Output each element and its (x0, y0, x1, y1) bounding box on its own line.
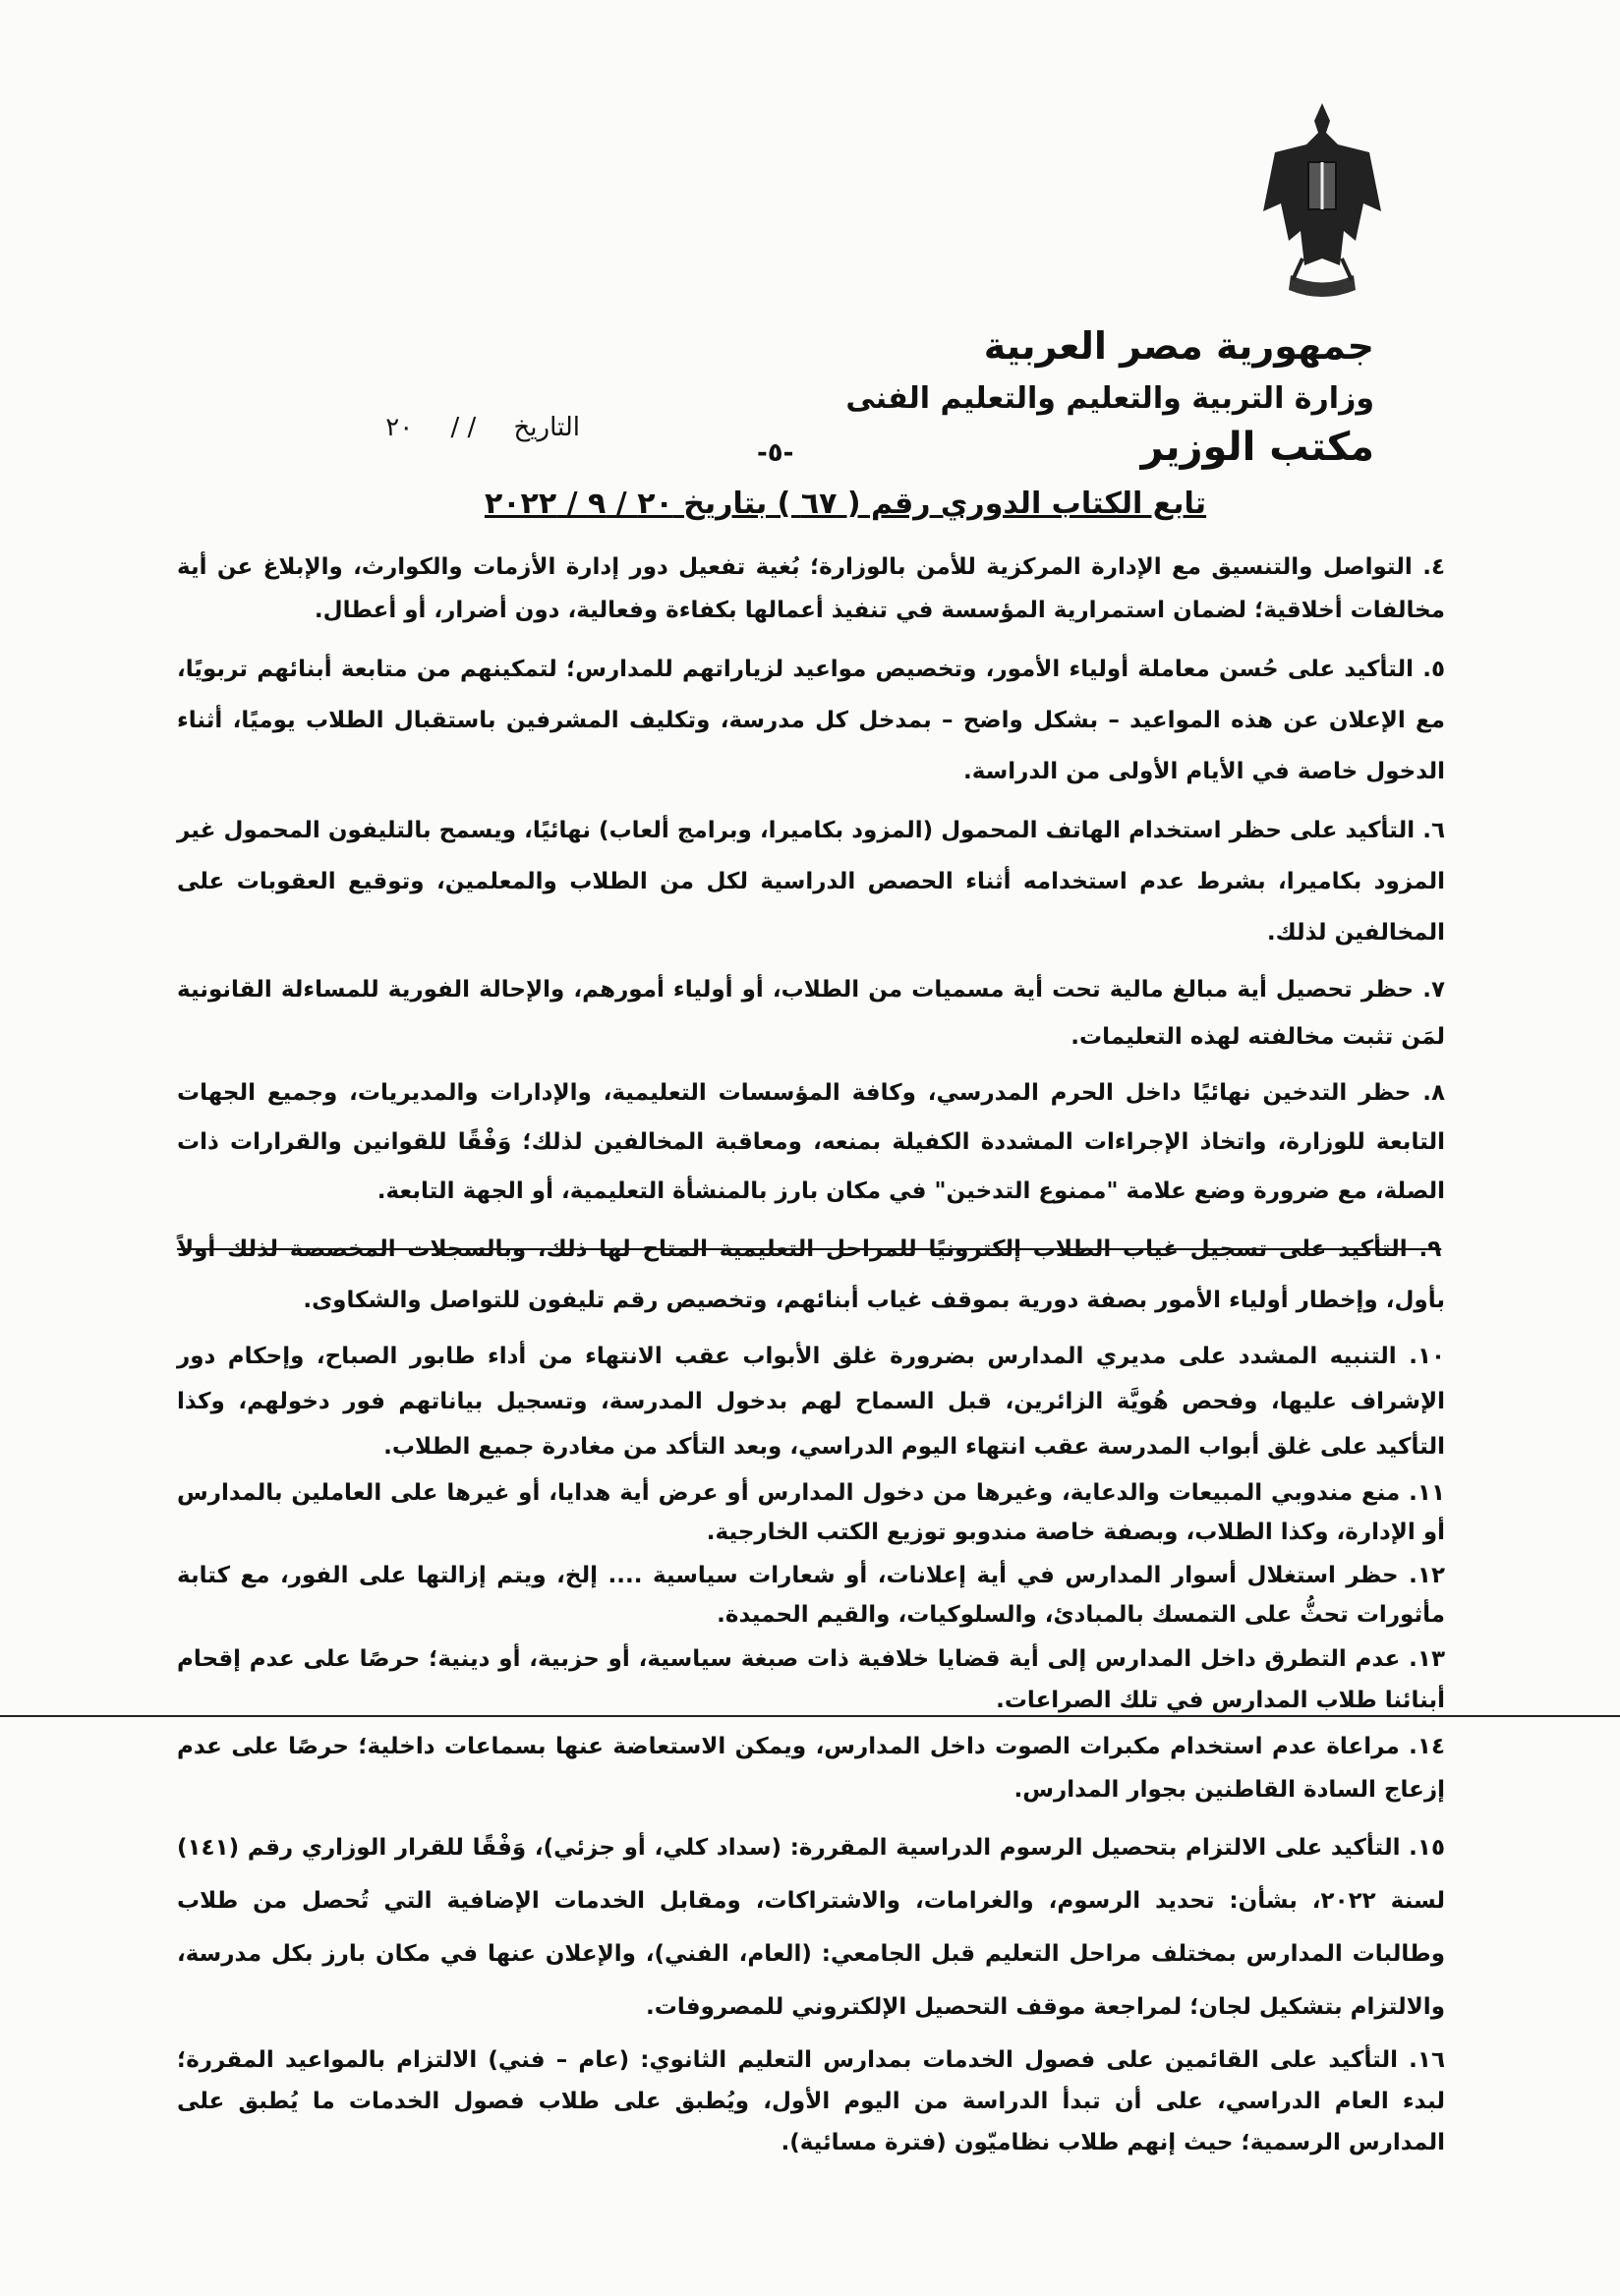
header-office: مكتب الوزير (1140, 425, 1374, 470)
list-item (177, 644, 1445, 797)
item-text: منع مندوبي المبيعات والدعاية، وغيرها من دخول المدارس أو عرض أية هدايا، أو غيرها على العاملين بالمدارس أو الإدارة، وكذا الطلاب، وبصفة خاصة مندوبو توزيع الكتب الخارجية. (177, 1480, 1445, 1545)
item-text: بأول، وإخطار أولياء الأمور بصفة دورية بموقف غياب أبنائهم، وتخصيص رقم تليفون للتواصل والشكاوى. (303, 1288, 1445, 1313)
item-number: ٥. (1422, 657, 1445, 682)
item-number: ٤. (1422, 554, 1446, 580)
eagle-emblem-icon (1253, 93, 1391, 319)
item-text: التأكيد على حُسن معاملة أولياء الأمور، وتخصيص مواعيد لزياراتهم للمدارس؛ لتمكينهم من متابعة أبنائهم تربويًا، مع الإعلان عن هذه المواعيد – بشكل واضح – بمدخل كل مدرسة، وتكليف المشرفين باستقبال الطلاب يوميًا، أثناء الدخول خاصة في الأيام الأولى من الدراسة. (177, 657, 1445, 784)
date-year: ٢٠ (385, 413, 414, 442)
item-number: ١٠. (1409, 1344, 1446, 1369)
horizontal-rule (0, 1715, 1620, 1717)
item-number: ١٢. (1409, 1563, 1445, 1588)
item-number: ١٤. (1409, 1734, 1445, 1759)
items-list (177, 545, 1445, 2163)
item-text: التأكيد على الالتزام بتحصيل الرسوم الدراسية المقررة: (سداد كلي، أو جزئي)، وَفْقًا للقرار الوزاري رقم (١٤١) لسنة ٢٠٢٢، بشأن: تحديد الرسوم، والغرامات، والاشتراكات، ومقابل الخدمات الإضافية التي تُحصل من طلاب وطالبات المدارس بمختلف مراحل التعليم قبل الجامعي: (العام، الفني)، والإعلان عنها في مكان بارز بكل مدرسة، والالتزام بتشكيل لجان؛ لمراجعة موقف التحصيل الإلكتروني للمصروفات. (177, 1835, 1446, 2020)
item-text: التنبيه المشدد على مديري المدارس بضرورة غلق الأبواب عقب الانتهاء من أداء طابور الصباح، وإحكام دور الإشراف عليها، وفحص هُويَّة الزائرين، قبل السماح لهم بدخول المدرسة، وتسجيل بياناتهم فور دخولهم، وكذا التأكيد على غلق أبواب المدرسة عقب انتهاء اليوم الدراسي، وبعد التأكد من مغادرة جميع الطلاب. (177, 1344, 1445, 1460)
item-text: التأكيد على القائمين على فصول الخدمات بمدارس التعليم الثانوي: (عام – فني) الالتزام بالمواعيد المقررة؛ لبدء العام الدراسي، على أن تبدأ الدراسة من اليوم الأول، ويُطبق على طلاب فصول الخدمات ما يُطبق على المدارس الرسمية؛ حيث إنهم طلاب نظاميّون (فترة مسائية). (177, 2047, 1445, 2155)
list-item (177, 1821, 1445, 2034)
header-republic: جمهورية مصر العربية (983, 324, 1374, 368)
date-label: التاريخ (513, 413, 580, 442)
list-item (177, 805, 1445, 958)
item-text: حظر استغلال أسوار المدارس في أية إعلانات، أو شعارات سياسية .... إلخ، ويتم إزالتها على الفور، مع كتابة مأثورات تحثُّ على التمسك بالمبادئ، والسلوكيات، والقيم الحميدة. (177, 1563, 1445, 1628)
document-reference: تابع الكتاب الدوري رقم ( ٦٧ ) بتاريخ ٢٠ / ٩ / ٢٠٢٢ (484, 487, 1207, 521)
list-item (177, 1556, 1445, 1635)
item-text: حظر التدخين نهائيًا داخل الحرم المدرسي، وكافة المؤسسات التعليمية، والإدارات والمديريات، وجميع الجهات التابعة للوزارة، واتخاذ الإجراءات المشددة الكفيلة بمنعه، ومعاقبة المخالفين لذلك؛ وَفْقًا للقوانين والقرارات ذات الصلة، مع ضرورة وضع علامة "ممنوع التدخين" في مكان بارز بالمنشأة التعليمية، أو الجهة التابعة. (177, 1080, 1445, 1204)
item-number: ٩. (1418, 1236, 1442, 1262)
list-item (177, 2039, 1445, 2163)
item-number: ١١. (1409, 1480, 1445, 1506)
item-text: التأكيد على حظر استخدام الهاتف المحمول (المزود بكاميرا، وبرامج ألعاب) نهائيًا، ويسمح بالتليفون المحمول غير المزود بكاميرا، بشرط عدم استخدامه أثناء الحصص الدراسية لكل من الطلاب والمعلمين، وتوقيع العقوبات على المخالفين لذلك. (177, 818, 1445, 946)
list-item (177, 545, 1445, 632)
list-item (177, 1068, 1445, 1216)
date-line (206, 413, 580, 442)
item-struck-text: التأكيد على تسجيل غياب الطلاب إلكترونيًا للمراحل التعليمية المتاح لها ذلك، وبالسجلات المخصصة لذلك أولاً (177, 1236, 1408, 1262)
item-number: ١٦. (1409, 2047, 1445, 2073)
item-number: ١٥. (1409, 1835, 1445, 1861)
item-text: مراعاة عدم استخدام مكبرات الصوت داخل المدارس، ويمكن الاستعاضة عنها بسماعات داخلية؛ حرصًا على عدم إزعاج السادة القاطنين بجوار المدارس. (177, 1734, 1445, 1803)
item-text: حظر تحصيل أية مبالغ مالية تحت أية مسميات من الطلاب، أو أولياء أمورهم، والإحالة الفورية للمساءلة القانونية لمَن تثبت مخالفته لهذه التعليمات. (177, 977, 1445, 1050)
header-ministry: وزارة التربية والتعليم والتعليم الفنى (845, 381, 1374, 416)
list-item (177, 1473, 1445, 1552)
list-item (177, 966, 1445, 1061)
item-number: ٦. (1422, 818, 1445, 843)
list-item (177, 1638, 1445, 1721)
list-item (177, 1334, 1445, 1469)
list-item (177, 1224, 1445, 1326)
item-text: التواصل والتنسيق مع الإدارة المركزية للأمن بالوزارة؛ بُغية تفعيل دور إدارة الأزمات والكوارث، والإبلاغ عن أية مخالفات أخلاقية؛ لضمان استمرارية المؤسسة في تنفيذ أعمالها بكفاءة وفعالية، دون أضرار، أو أعطال. (177, 554, 1445, 623)
item-number: ٧. (1422, 977, 1445, 1003)
item-text: عدم التطرق داخل المدارس إلى أية قضايا خلافية ذات صبغة سياسية، أو حزبية، أو دينية؛ حرصًا على عدم إقحام أبنائنا طلاب المدارس في تلك الصراعات. (177, 1646, 1445, 1713)
page-number: -٥- (757, 438, 794, 468)
list-item (177, 1725, 1445, 1811)
item-number: ١٣. (1409, 1646, 1445, 1672)
date-separators: / / (450, 413, 477, 442)
item-number: ٨. (1422, 1080, 1445, 1106)
